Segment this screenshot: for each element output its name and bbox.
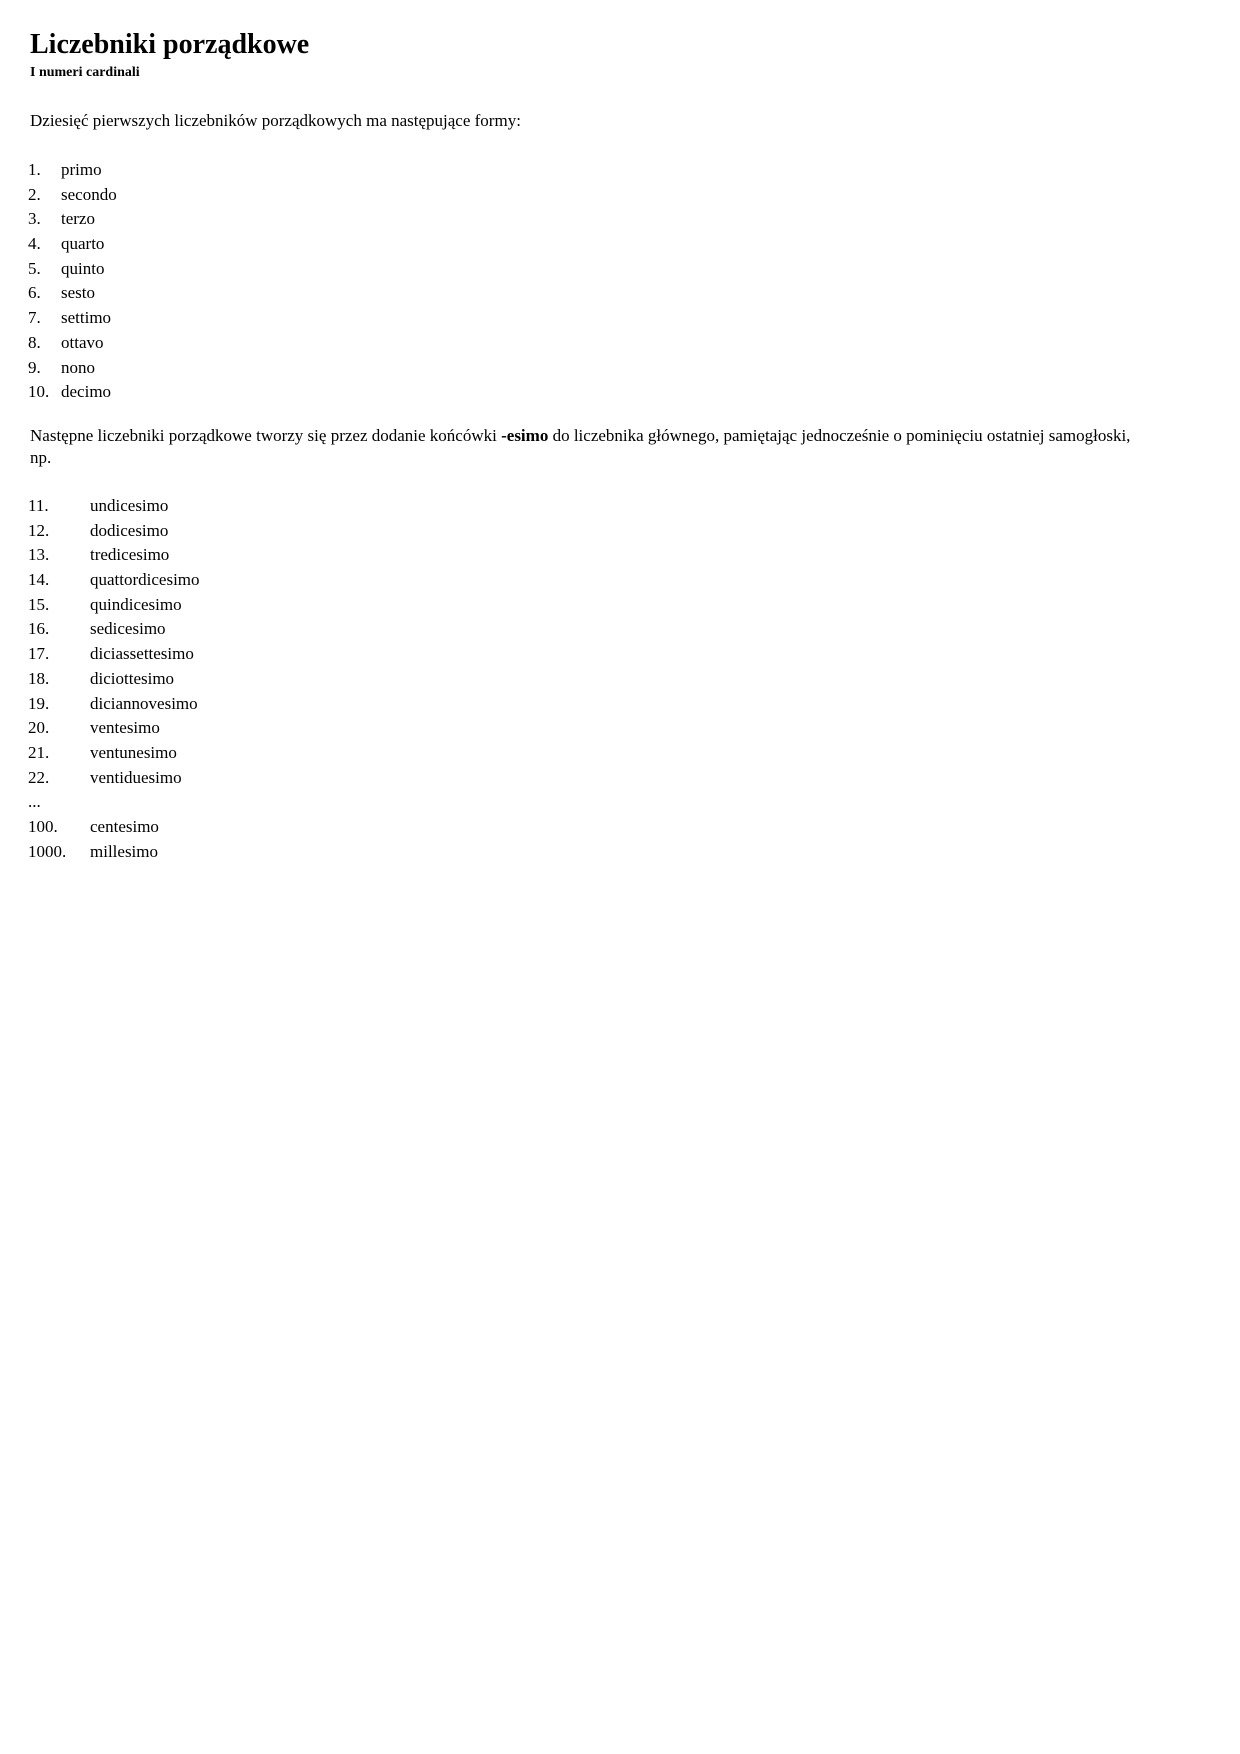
rule-text-part2: do liczebnika głównego, pamiętając jednocześnie o pominięciu ostatniej samogłoski, np. xyxy=(30,426,1131,467)
item-number: 3. xyxy=(28,209,41,229)
item-number: 2. xyxy=(28,184,41,204)
item-word: terzo xyxy=(61,209,95,229)
item-word: ventesimo xyxy=(90,718,160,738)
item-number: 12. xyxy=(28,520,50,540)
item-number: 21. xyxy=(28,742,50,762)
item-word: quinto xyxy=(61,258,105,278)
item-number: 6. xyxy=(28,283,41,303)
item-number: 13. xyxy=(28,545,50,565)
item-word: dodicesimo xyxy=(90,520,169,540)
item-number: 9. xyxy=(28,357,41,377)
item-word: sesto xyxy=(61,283,95,303)
item-number: 1. xyxy=(28,160,41,179)
item-number: 5. xyxy=(28,258,41,278)
document-subtitle: I numeri cardinali xyxy=(30,65,140,80)
rule-text-part1: Następne liczebniki porządkowe tworzy się przez dodanie końcówki xyxy=(30,426,502,445)
item-number: 100. xyxy=(28,817,58,836)
item-word: ottavo xyxy=(61,332,104,352)
item-word: quarto xyxy=(61,234,105,254)
item-word: quindicesimo xyxy=(90,594,182,614)
item-word: centesimo xyxy=(90,817,159,836)
item-word: settimo xyxy=(61,308,112,328)
item-word: diciassettesimo xyxy=(90,644,194,664)
item-word: sedicesimo xyxy=(90,619,166,639)
item-number: 16. xyxy=(28,619,50,639)
ellipsis: ... xyxy=(28,792,41,811)
item-number: 14. xyxy=(28,570,50,590)
item-number: 7. xyxy=(28,308,41,328)
item-number: 19. xyxy=(28,693,50,713)
item-word: millesimo xyxy=(90,841,158,861)
item-number: 22. xyxy=(28,767,50,787)
item-word: ventiduesimo xyxy=(90,767,182,787)
item-number: 1000. xyxy=(28,841,67,861)
item-word: diciottesimo xyxy=(90,668,175,688)
rule-paragraph xyxy=(30,425,1150,469)
item-word: decimo xyxy=(61,382,112,402)
intro-paragraph: Dziesięć pierwszych liczebników porządkowych ma następujące formy: xyxy=(30,111,521,130)
rule-suffix-bold: -esimo xyxy=(501,426,549,445)
item-word: ventunesimo xyxy=(90,742,177,762)
item-number: 20. xyxy=(28,718,50,738)
item-word: diciannovesimo xyxy=(90,693,198,713)
item-word: primo xyxy=(61,160,102,179)
item-word: secondo xyxy=(61,184,117,204)
item-word: nono xyxy=(61,357,95,377)
item-number: 15. xyxy=(28,594,50,614)
item-number: 8. xyxy=(28,332,41,352)
item-number: 10. xyxy=(28,382,50,402)
item-number: 17. xyxy=(28,644,50,664)
item-number: 11. xyxy=(28,496,49,515)
document-title: Liczebniki porządkowe xyxy=(30,29,310,60)
item-word: tredicesimo xyxy=(90,545,170,565)
item-word: quattordicesimo xyxy=(90,570,200,590)
item-word: undicesimo xyxy=(90,496,169,515)
item-number: 4. xyxy=(28,234,41,254)
item-number: 18. xyxy=(28,668,50,688)
